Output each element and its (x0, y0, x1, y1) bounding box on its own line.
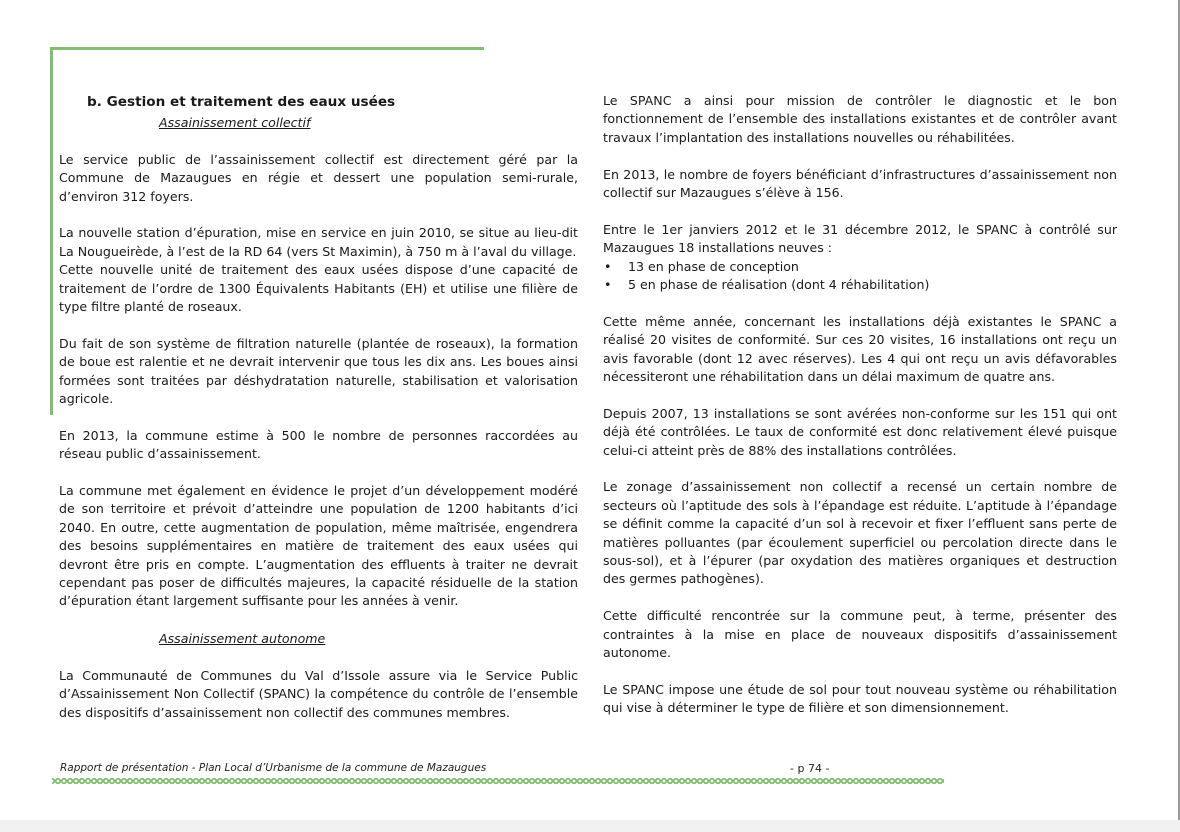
left-column (59, 92, 578, 722)
paragraph: La nouvelle station d’épuration, mise en service en juin 2010, se situe au lieu-dit La Nougueirède, à l’est de la RD 64 (vers St Maximin), à 750 m à l’aval du village. (59, 225, 578, 259)
decorative-top-rule (50, 47, 484, 50)
paragraph: Cette nouvelle unité de traitement des eaux usées dispose d’une capacité de traitement de l’ordre de 1300 Équivalents Habitants (EH) et utilise une filière de type filtre planté de roseaux. (59, 262, 578, 315)
paragraph: Le zonage d’assainissement non collectif a recensé un certain nombre de secteurs où l’aptitude des sols à l’épandage est réduite. L’aptitude à l’épandage se définit comme la capacité d’un sol à recevoir et fixer l’effluent sans perte de matières polluantes (par écoulement superficiel ou percolation directe dans le sous-sol), et à l’épurer (par oxydation des matières organiques et destruction des germes pathogènes). (603, 479, 1117, 587)
paragraph: Le SPANC a ainsi pour mission de contrôler le diagnostic et le bon fonctionnement de l’ensemble des installations existantes et de contrôler avant travaux l’implantation des installations nouvelles ou réhabilitées. (603, 93, 1117, 145)
list-item (603, 276, 1117, 294)
page-number: - p 74 - (790, 762, 830, 775)
subheading-autonome: Assainissement autonome (159, 631, 326, 647)
list-item (603, 258, 1117, 276)
paragraph: Le SPANC impose une étude de sol pour tout nouveau système ou réhabilitation qui vise à déterminer le type de filière et son dimensionnement. (603, 681, 1117, 716)
paragraph: Cette difficulté rencontrée sur la commune peut, à terme, présenter des contraintes à la mise en place de nouveaux dispositifs d’assainissement autonome. (603, 608, 1117, 661)
list-item-text: 5 en phase de réalisation (dont 4 réhabilitation) (628, 277, 930, 293)
footer-title: Rapport de présentation - Plan Local d’Urbanisme de la commune de Mazaugues (60, 762, 487, 774)
paragraph: La commune met également en évidence le projet d’un développement modéré de son territoire et prévoit d’atteindre une population de 1200 habitants d’ici 2040. En outre, cette augmentation de population, même maîtrisée, engendrera des besoins supplémentaires en matière de traitement des eaux usées qui devront être pris en compte. L’augmentation des effluents à traiter ne devrait cependant pas poser de difficultés majeures, la capacité résiduelle de la station d’épuration étant largement suffisante pour les années à venir. (59, 483, 578, 609)
decorative-left-rule (50, 47, 53, 415)
page-bottom-margin (0, 820, 1180, 832)
bullet-icon: • (604, 258, 612, 274)
subheading-collectif: Assainissement collectif (159, 115, 311, 130)
paragraph: Entre le 1er janviers 2012 et le 31 décembre 2012, le SPANC à contrôlé sur Mazaugues 18 installations neuves : (603, 221, 1117, 256)
paragraph: Cette même année, concernant les installations déjà existantes le SPANC a réalisé 20 visites de conformité. Sur ces 20 visites, 16 installations ont reçu un avis favorable (dont 12 avec réserves). Les 4 qui ont reçu un avis défavorables nécessiteront une réhabilitation dans un délai maximum de quatre ans. (603, 313, 1117, 385)
paragraph: En 2013, le nombre de foyers bénéficiant d’infrastructures d’assainissement non collectif sur Mazaugues s’élève à 156. (603, 166, 1117, 201)
footer-decorative-line (52, 778, 944, 784)
paragraph: Le service public de l’assainissement collectif est directement géré par la Commune de Mazaugues en régie et dessert une population semi-rurale, d’environ 312 foyers. (59, 151, 578, 204)
paragraph: Du fait de son système de filtration naturelle (plantée de roseaux), la formation de boue est ralentie et ne devrait intervenir que tous les dix ans. Les boues ainsi formées sont traitées par déshydratation naturelle, stabilisation et valorisation agricole. (59, 335, 578, 407)
bullet-list (603, 258, 1117, 295)
list-item-text: 13 en phase de conception (628, 258, 799, 274)
right-column (603, 92, 1117, 718)
bullet-icon: • (604, 277, 612, 293)
section-heading: b. Gestion et traitement des eaux usées (87, 94, 396, 110)
paragraph: La Communauté de Communes du Val d’Issole assure via le Service Public d’Assainissement Non Collectif (SPANC) la compétence du contrôle de l’ensemble des dispositifs d’assainissement non collectif des communes membres. (59, 668, 578, 720)
paragraph: Depuis 2007, 13 installations se sont avérées non-conforme sur les 151 qui ont déjà été contrôlées. Le taux de conformité est donc relativement élevé puisque celui-ci atteint près de 88% des installations contrôlées. (603, 405, 1117, 458)
paragraph: En 2013, la commune estime à 500 le nombre de personnes raccordées au réseau public d’assainissement. (59, 427, 578, 462)
